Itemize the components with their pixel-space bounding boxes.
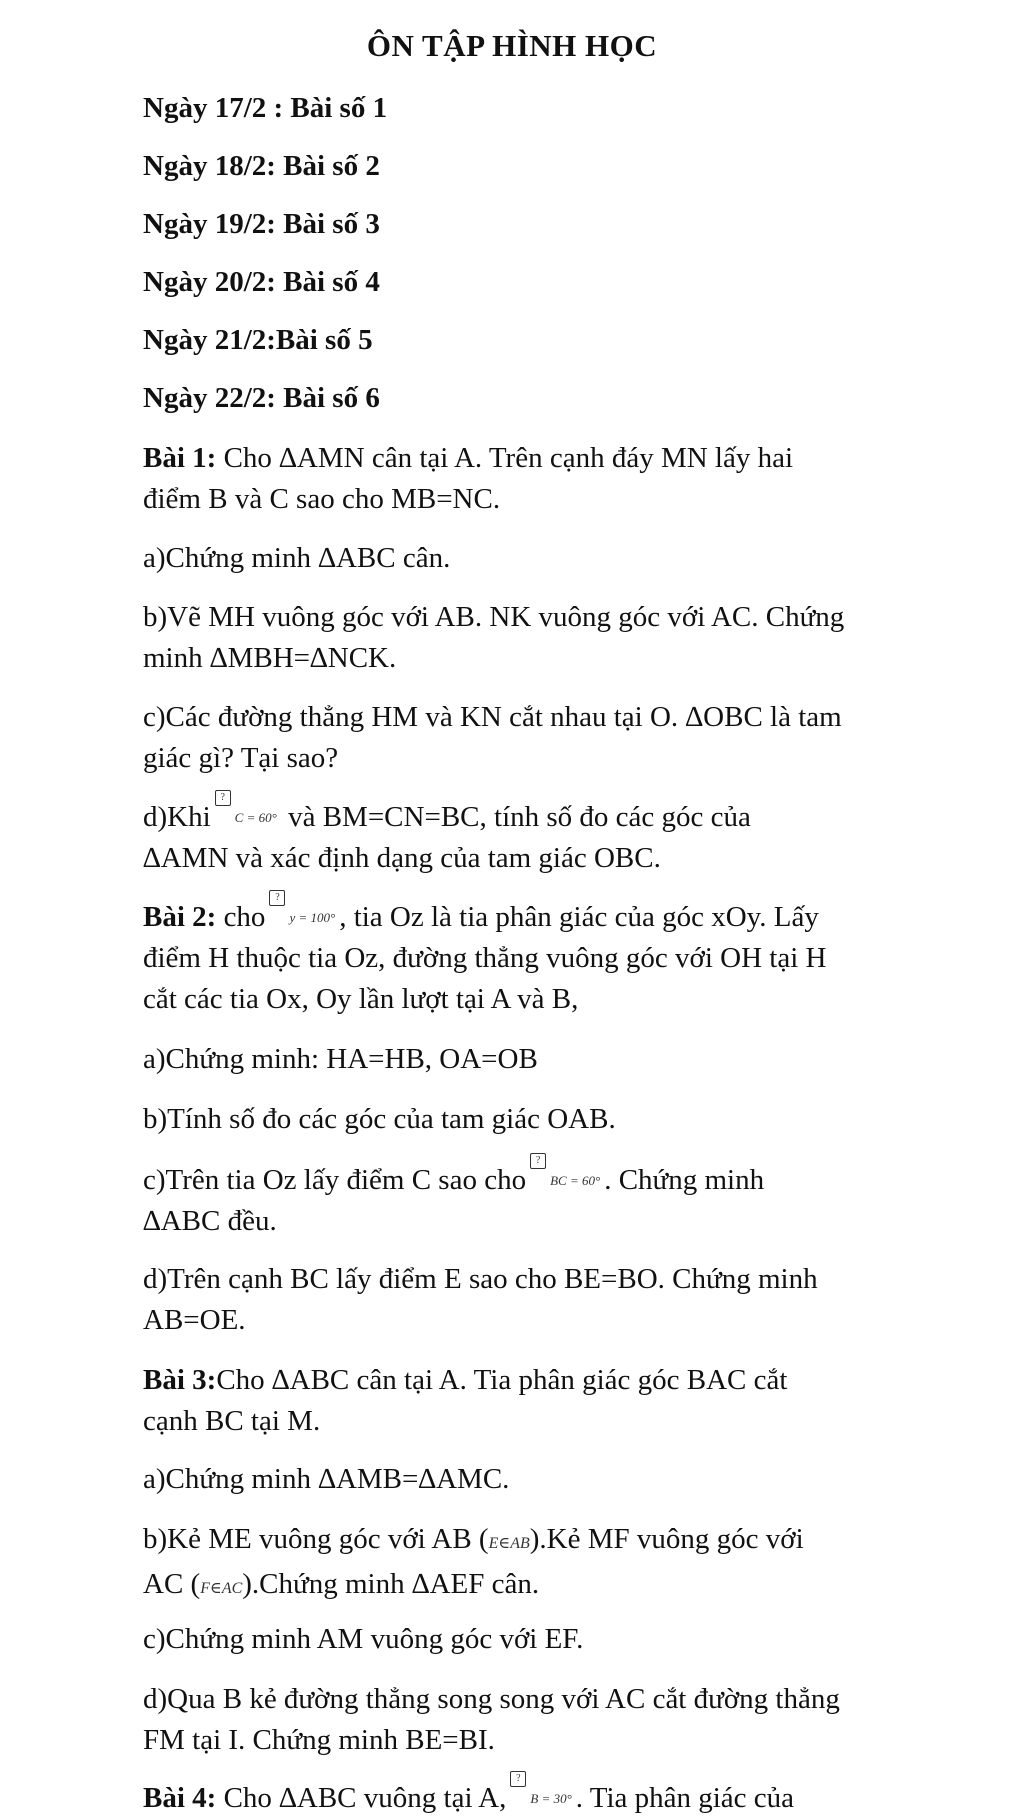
exercise-3-part-b <box>143 1519 993 1609</box>
angle-formula-text: y = 100° <box>289 910 336 925</box>
exercise-3-part-a: a)Chứng minh ∆AMB=∆AMC. <box>143 1463 510 1495</box>
exercise-1-part-b <box>143 597 993 679</box>
exercise-3-intro <box>143 1360 993 1442</box>
angle-formula-image <box>269 892 336 938</box>
exercise-1-part-c-line: c)Các đường thẳng HM và KN cắt nhau tại O. ∆OBC là tam <box>143 701 842 733</box>
exercise-3-part-d-line: d)Qua B kẻ đường thẳng song song với AC cắt đường thẳng <box>143 1683 840 1715</box>
schedule-item: Ngày 22/2: Bài số 6 <box>143 382 380 414</box>
missing-glyph-icon: ? <box>530 1153 546 1169</box>
exercise-2-part-c <box>143 1155 993 1242</box>
exercise-3-part-d-line: FM tại I. Chứng minh BE=BI. <box>143 1724 495 1756</box>
missing-glyph-icon: ? <box>215 790 231 806</box>
schedule-item: Ngày 21/2:Bài số 5 <box>143 324 373 356</box>
exercise-3-label: Bài 3: <box>143 1364 217 1396</box>
exercise-3-part-b-text: AC ( <box>143 1568 201 1600</box>
angle-formula-image <box>215 792 277 838</box>
exercise-3-part-b-text: b)Kẻ ME vuông góc với AB ( <box>143 1523 489 1555</box>
exercise-1-label: Bài 1: <box>143 442 217 474</box>
angle-formula-image <box>510 1773 572 1819</box>
exercise-3-part-b-text: ).Kẻ MF vuông góc với <box>529 1523 804 1555</box>
exercise-2-part-c-text: c)Trên tia Oz lấy điểm C sao cho <box>143 1164 527 1196</box>
schedule-item: Ngày 17/2 : Bài số 1 <box>143 92 388 124</box>
exercise-1-part-d <box>143 792 993 879</box>
exercise-2-part-b: b)Tính số đo các góc của tam giác OAB. <box>143 1103 616 1135</box>
membership-formula: F∈AC <box>200 1580 243 1597</box>
angle-formula-text: BC = 60° <box>550 1173 601 1188</box>
exercise-1-part-b-line: minh ∆MBH=∆NCK. <box>143 642 397 674</box>
exercise-1-text: Cho ∆AMN cân tại A. Trên cạnh đáy MN lấy hai <box>216 442 794 474</box>
exercise-3-part-d <box>143 1679 993 1761</box>
exercise-3-text: Cho ∆ABC cân tại A. Tia phân giác góc BAC cắt <box>216 1364 788 1396</box>
schedule-item: Ngày 20/2: Bài số 4 <box>143 266 380 298</box>
exercise-2-text: , tia Oz là tia phân giác của góc xOy. Lấy <box>339 901 819 933</box>
exercise-1-part-d-text: và BM=CN=BC, tính số đo các góc của <box>280 801 751 833</box>
angle-formula-text: C = 60° <box>234 810 277 825</box>
exercise-1-part-c <box>143 697 993 779</box>
exercise-4-intro <box>143 1773 993 1819</box>
exercise-1-part-d-line: ∆AMN và xác định dạng của tam giác OBC. <box>143 842 661 874</box>
exercise-1-intro <box>143 438 993 520</box>
angle-formula-text: B = 30° <box>530 1791 572 1806</box>
exercise-2-part-d <box>143 1259 993 1341</box>
exercise-1-part-d-text: d)Khi <box>143 801 211 833</box>
exercise-2-intro <box>143 892 993 1020</box>
missing-glyph-icon: ? <box>269 890 285 906</box>
exercise-2-label: Bài 2: <box>143 901 217 933</box>
exercise-1-part-a: a)Chứng minh ∆ABC cân. <box>143 542 451 574</box>
exercise-2-part-c-line: ∆ABC đều. <box>143 1205 277 1237</box>
schedule-item: Ngày 18/2: Bài số 2 <box>143 150 380 182</box>
page-title: ÔN TẬP HÌNH HỌC <box>366 28 658 63</box>
exercise-1-part-c-line: giác gì? Tại sao? <box>143 742 339 774</box>
angle-formula-image <box>530 1155 601 1201</box>
exercise-4-text: . Tia phân giác của <box>575 1782 795 1814</box>
exercise-4-label: Bài 4: <box>143 1782 217 1814</box>
exercise-3-text: cạnh BC tại M. <box>143 1405 321 1437</box>
exercise-2-part-d-line: d)Trên cạnh BC lấy điểm E sao cho BE=BO. Chứng minh <box>143 1263 818 1295</box>
membership-formula: E∈AB <box>488 1535 530 1552</box>
schedule-item: Ngày 19/2: Bài số 3 <box>143 208 380 240</box>
exercise-2-text: cho <box>216 901 266 933</box>
exercise-1-part-b-line: b)Vẽ MH vuông góc với AB. NK vuông góc với AC. Chứng <box>143 601 845 633</box>
exercise-3-part-c: c)Chứng minh AM vuông góc với EF. <box>143 1623 584 1655</box>
missing-glyph-icon: ? <box>510 1771 526 1787</box>
exercise-4-text: Cho ∆ABC vuông tại A, <box>216 1782 507 1814</box>
exercise-2-text: điểm H thuộc tia Oz, đường thẳng vuông góc với OH tại H <box>143 942 827 974</box>
exercise-2-part-d-line: AB=OE. <box>143 1304 246 1336</box>
exercise-3-part-b-text: ).Chứng minh ∆AEF cân. <box>242 1568 540 1600</box>
exercise-2-part-c-text: . Chứng minh <box>604 1164 765 1196</box>
exercise-1-text: điểm B và C sao cho MB=NC. <box>143 483 501 515</box>
exercise-2-part-a: a)Chứng minh: HA=HB, OA=OB <box>143 1043 538 1075</box>
exercise-2-text: cắt các tia Ox, Oy lần lượt tại A và B, <box>143 983 579 1015</box>
